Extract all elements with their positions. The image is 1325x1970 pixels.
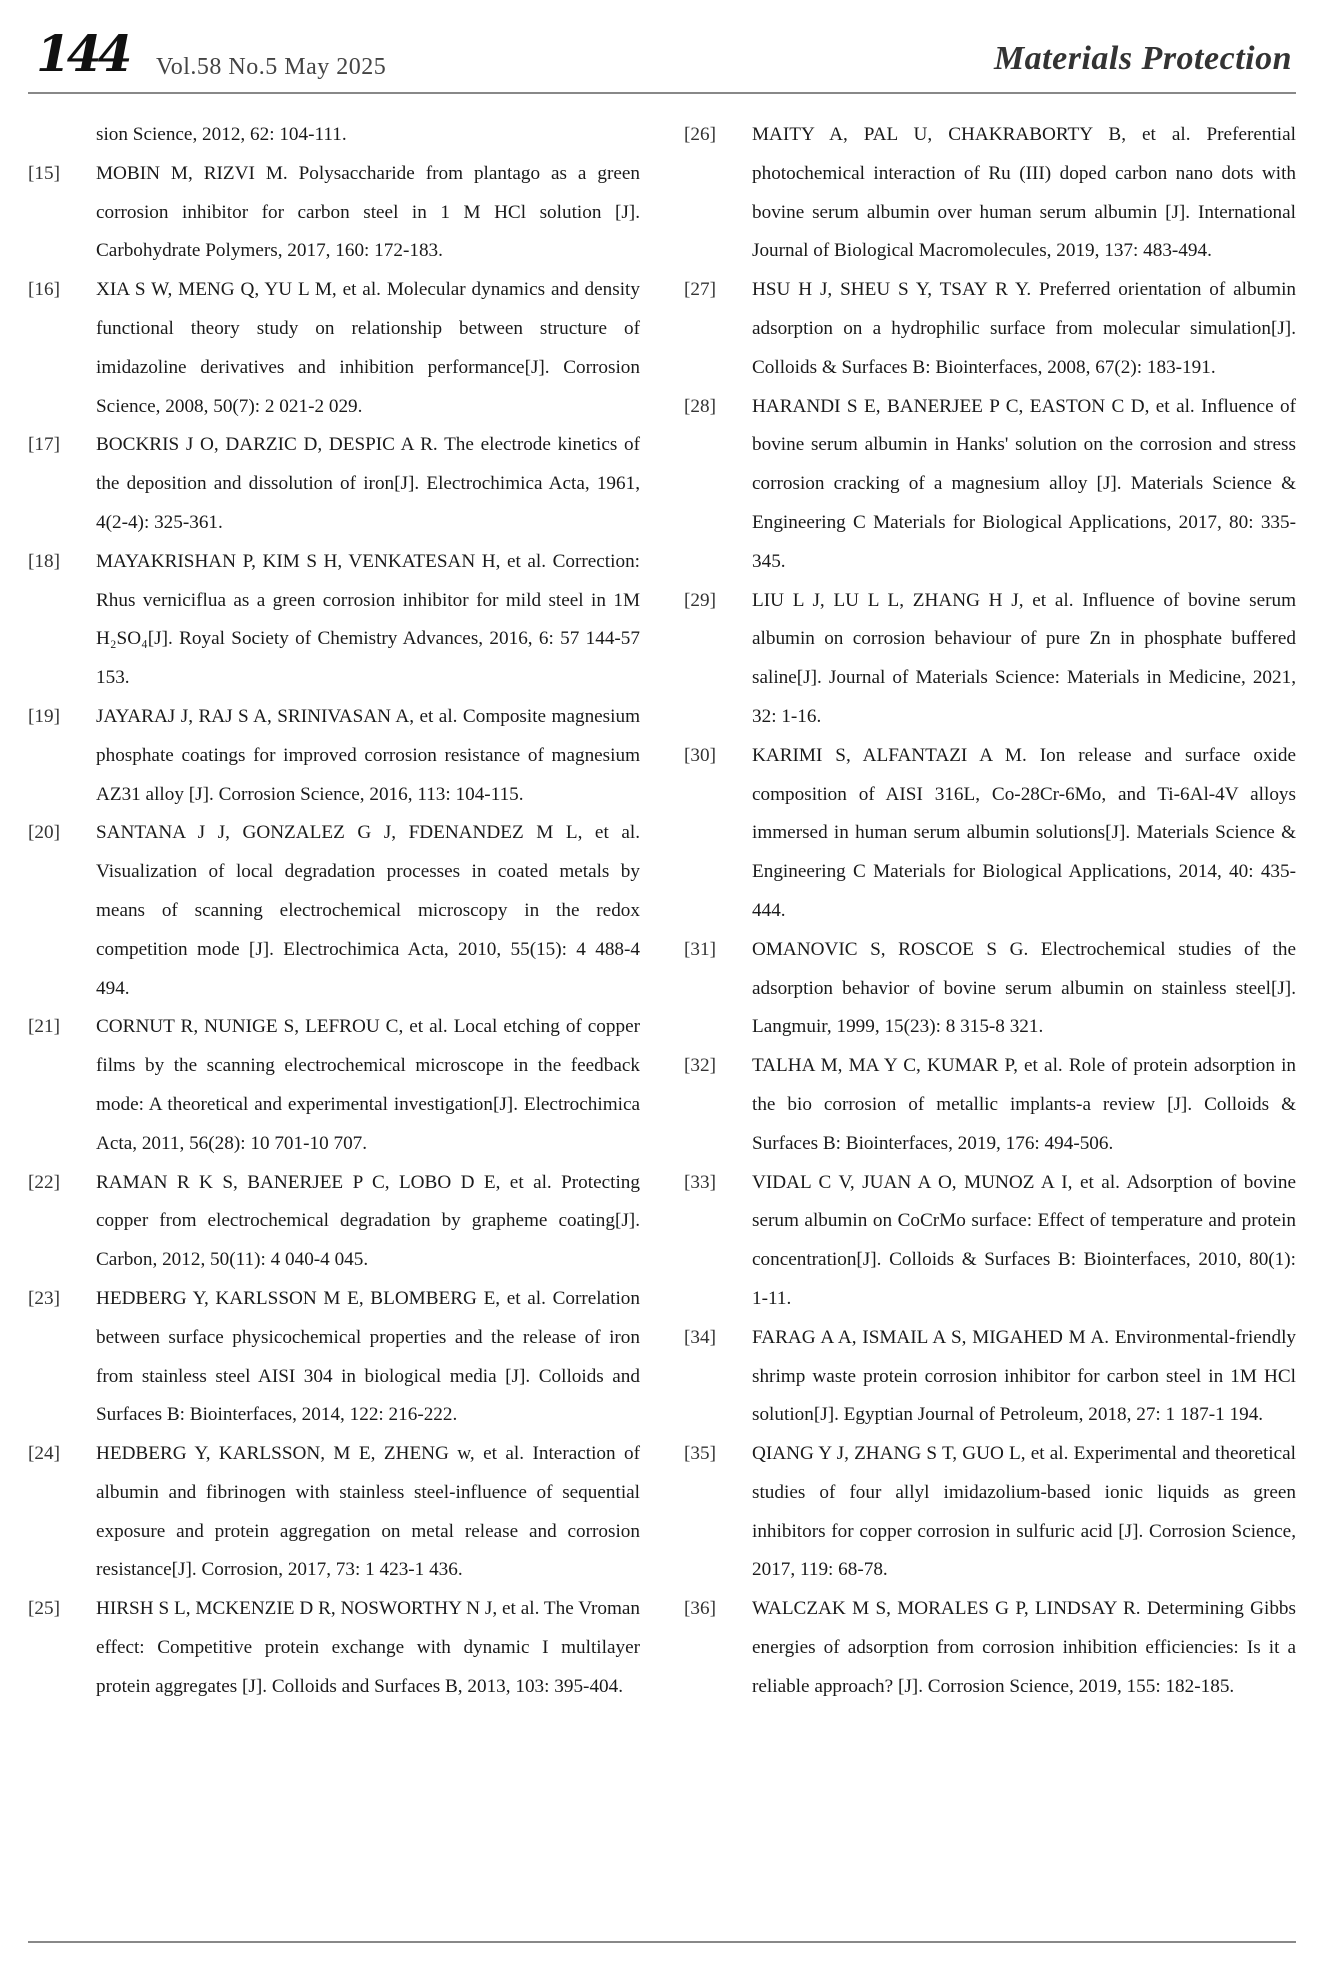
reference-number: [27] (684, 279, 716, 301)
reference-text: CORNUT R, NUNIGE S, LEFROU C, et al. Local etching of copper films by the scanning electrochemical microscope in the feedback mode: A theoretical and experimental investigation[J]. Electrochimica Acta, 2011, 56(28): 10 701-10 707. (96, 1016, 640, 1154)
reference-text: HEDBERG Y, KARLSSON M E, BLOMBERG E, et al. Correlation between surface physicochemical properties and the release of iron from stainless steel AISI 304 in biological media [J]. Colloids and Surfaces B: Biointerfaces, 2014, 122: 216-222. (96, 1287, 640, 1426)
reference-number: [21] (28, 1016, 60, 1038)
reference-entry (684, 1590, 1296, 1706)
reference-entry (684, 1047, 1296, 1163)
reference-text: MOBIN M, RIZVI M. Polysaccharide from plantago as a green corrosion inhibitor for carbon steel in 1 M HCl solution [J]. Carbohydrate Polymers, 2017, 160: 172-183. (96, 162, 640, 262)
reference-entry (28, 1435, 640, 1590)
reference-text: SANTANA J J, GONZALEZ G J, FDENANDEZ M L, et al. Visualization of local degradation processes in coated metals by means of scanning electrochemical microscopy in the redox competition mode [J]. Electrochimica Acta, 2010, 55(15): 4 488-4 494. (96, 822, 640, 999)
reference-entry (28, 426, 640, 542)
reference-text: VIDAL C V, JUAN A O, MUNOZ A I, et al. Adsorption of bovine serum albumin on CoCrMo surface: Effect of temperature and protein concentration[J]. Colloids & Surfaces B: Biointerfaces, 2010, 80(1): 1-11. (752, 1171, 1296, 1309)
reference-text: XIA S W, MENG Q, YU L M, et al. Molecular dynamics and density functional theory study on relationship between structure of imidazoline derivatives and inhibition performance[J]. Corrosion Science, 2008, 50(7): 2 021-2 029. (96, 279, 640, 417)
page-header (28, 24, 1296, 90)
reference-number: [15] (28, 162, 60, 184)
reference-entry (684, 737, 1296, 931)
reference-number: [22] (28, 1171, 60, 1193)
reference-number: [16] (28, 279, 60, 301)
reference-entry (28, 1280, 640, 1435)
reference-number: [26] (684, 124, 716, 145)
reference-text: KARIMI S, ALFANTAZI A M. Ion release and surface oxide composition of AISI 316L, Co-28Cr-6Mo, and Ti-6Al-4V alloys immersed in human serum albumin solutions[J]. Materials Science & Engineering C Materials for Biological Applications, 2014, 40: 435-444. (752, 744, 1296, 921)
reference-entry (684, 271, 1296, 387)
reference-entry (684, 1435, 1296, 1590)
reference-entry (28, 1008, 640, 1163)
reference-entry (684, 1319, 1296, 1435)
reference-text: MAITY A, PAL U, CHAKRABORTY B, et al. Preferential photochemical interaction of Ru (III) doped carbon nano dots with bovine serum albumin over human serum albumin [J]. International Journal of Biological Macromolecules, 2019, 137: 483-494. (752, 124, 1296, 262)
reference-entry (28, 1590, 640, 1706)
reference-text: HARANDI S E, BANERJEE P C, EASTON C D, et al. Influence of bovine serum albumin in Hanks' solution on the corrosion and stress corrosion cracking of a magnesium alloy [J]. Materials Science & Engineering C Materials for Biological Applications, 2017, 80: 335-345. (752, 395, 1296, 572)
page-number: 144 (36, 24, 129, 83)
reference-number: [29] (684, 589, 716, 611)
reference-entry (684, 931, 1296, 1047)
reference-number: [24] (28, 1443, 60, 1465)
reference-text: HIRSH S L, MCKENZIE D R, NOSWORTHY N J, et al. The Vroman effect: Competitive protein exchange with dynamic I multilayer protein aggregates [J]. Colloids and Surfaces B, 2013, 103: 395-404. (96, 1598, 640, 1697)
reference-number: [32] (684, 1055, 716, 1077)
reference-entry (28, 271, 640, 426)
reference-text: LIU L J, LU L L, ZHANG H J, et al. Influence of bovine serum albumin on corrosion behaviour of pure Zn in phosphate buffered saline[J]. Journal of Materials Science: Materials in Medicine, 2021, 32: 1-16. (752, 589, 1296, 727)
reference-text: FARAG A A, ISMAIL A S, MIGAHED M A. Environmental-friendly shrimp waste protein corrosion inhibitor for carbon steel in 1M HCl solution[J]. Egyptian Journal of Petroleum, 2018, 27: 1 187-1 194. (752, 1326, 1296, 1426)
left-column (28, 116, 640, 1707)
reference-entry (684, 1164, 1296, 1319)
reference-text: HEDBERG Y, KARLSSON, M E, ZHENG w, et al. Interaction of albumin and fibrinogen with stainless steel-influence of sequential exposure and protein aggregation on metal release and corrosion resistance[J]. Corrosion, 2017, 73: 1 423-1 436. (96, 1443, 640, 1581)
reference-number: [33] (684, 1171, 716, 1193)
reference-entry (28, 814, 640, 1008)
reference-continuation: sion Science, 2012, 62: 104-111. (96, 124, 347, 145)
journal-title: Materials Protection (993, 40, 1292, 77)
reference-text: BOCKRIS J O, DARZIC D, DESPIC A R. The electrode kinetics of the deposition and dissolution of iron[J]. Electrochimica Acta, 1961, 4(2-4): 325-361. (96, 434, 640, 533)
reference-number: [34] (684, 1326, 716, 1348)
reference-number: [30] (684, 744, 716, 766)
reference-number: [20] (28, 822, 60, 844)
reference-text: OMANOVIC S, ROSCOE S G. Electrochemical studies of the adsorption behavior of bovine serum albumin on stainless steel[J]. Langmuir, 1999, 15(23): 8 315-8 321. (752, 938, 1296, 1038)
reference-text: QIANG Y J, ZHANG S T, GUO L, et al. Experimental and theoretical studies of four allyl imidazolium-based ionic liquids as green inhibitors for copper corrosion in sulfuric acid [J]. Corrosion Science, 2017, 119: 68-78. (752, 1443, 1296, 1581)
reference-number: [28] (684, 395, 716, 417)
reference-entry (28, 543, 640, 698)
reference-number: [23] (28, 1287, 60, 1309)
reference-number: [36] (684, 1598, 716, 1620)
reference-text: TALHA M, MA Y C, KUMAR P, et al. Role of protein adsorption in the bio corrosion of metallic implants-a review [J]. Colloids & Surfaces B: Biointerfaces, 2019, 176: 494-506. (752, 1055, 1296, 1154)
reference-number: [35] (684, 1443, 716, 1465)
reference-number: [25] (28, 1598, 60, 1620)
footer-rule (28, 1941, 1296, 1943)
reference-text: MAYAKRISHAN P, KIM S H, VENKATESAN H, et al. Correction: Rhus verniciflua as a green corrosion inhibitor for mild steel in 1M H₂SO₄[J]. Royal Society of Chemistry Advances, 2016, 6: 57 144-57 153. (96, 550, 640, 689)
reference-number: [31] (684, 938, 716, 960)
reference-text: WALCZAK M S, MORALES G P, LINDSAY R. Determining Gibbs energies of adsorption from corrosion inhibition efficiencies: Is it a reliable approach? [J]. Corrosion Science, 2019, 155: 182-185. (752, 1598, 1296, 1697)
header-rule (28, 92, 1296, 94)
reference-entry (684, 388, 1296, 582)
reference-text: HSU H J, SHEU S Y, TSAY R Y. Preferred orientation of albumin adsorption on a hydrophilic surface from molecular simulation[J]. Colloids & Surfaces B: Biointerfaces, 2008, 67(2): 183-191. (752, 279, 1296, 378)
reference-entry (28, 155, 640, 271)
reference-number: [18] (28, 550, 60, 572)
reference-entry (28, 1164, 640, 1280)
issue-info: Vol.58 No.5 May 2025 (156, 54, 387, 80)
reference-text: RAMAN R K S, BANERJEE P C, LOBO D E, et al. Protecting copper from electrochemical degradation by grapheme coating[J]. Carbon, 2012, 50(11): 4 040-4 045. (96, 1171, 640, 1271)
right-column (684, 116, 1296, 1707)
reference-entry (684, 116, 1296, 271)
reference-text: JAYARAJ J, RAJ S A, SRINIVASAN A, et al. Composite magnesium phosphate coatings for improved corrosion resistance of magnesium AZ31 alloy [J]. Corrosion Science, 2016, 113: 104-115. (96, 705, 640, 805)
reference-number: [19] (28, 705, 60, 727)
reference-number: [17] (28, 434, 60, 456)
reference-entry (684, 582, 1296, 737)
reference-entry (28, 698, 640, 814)
